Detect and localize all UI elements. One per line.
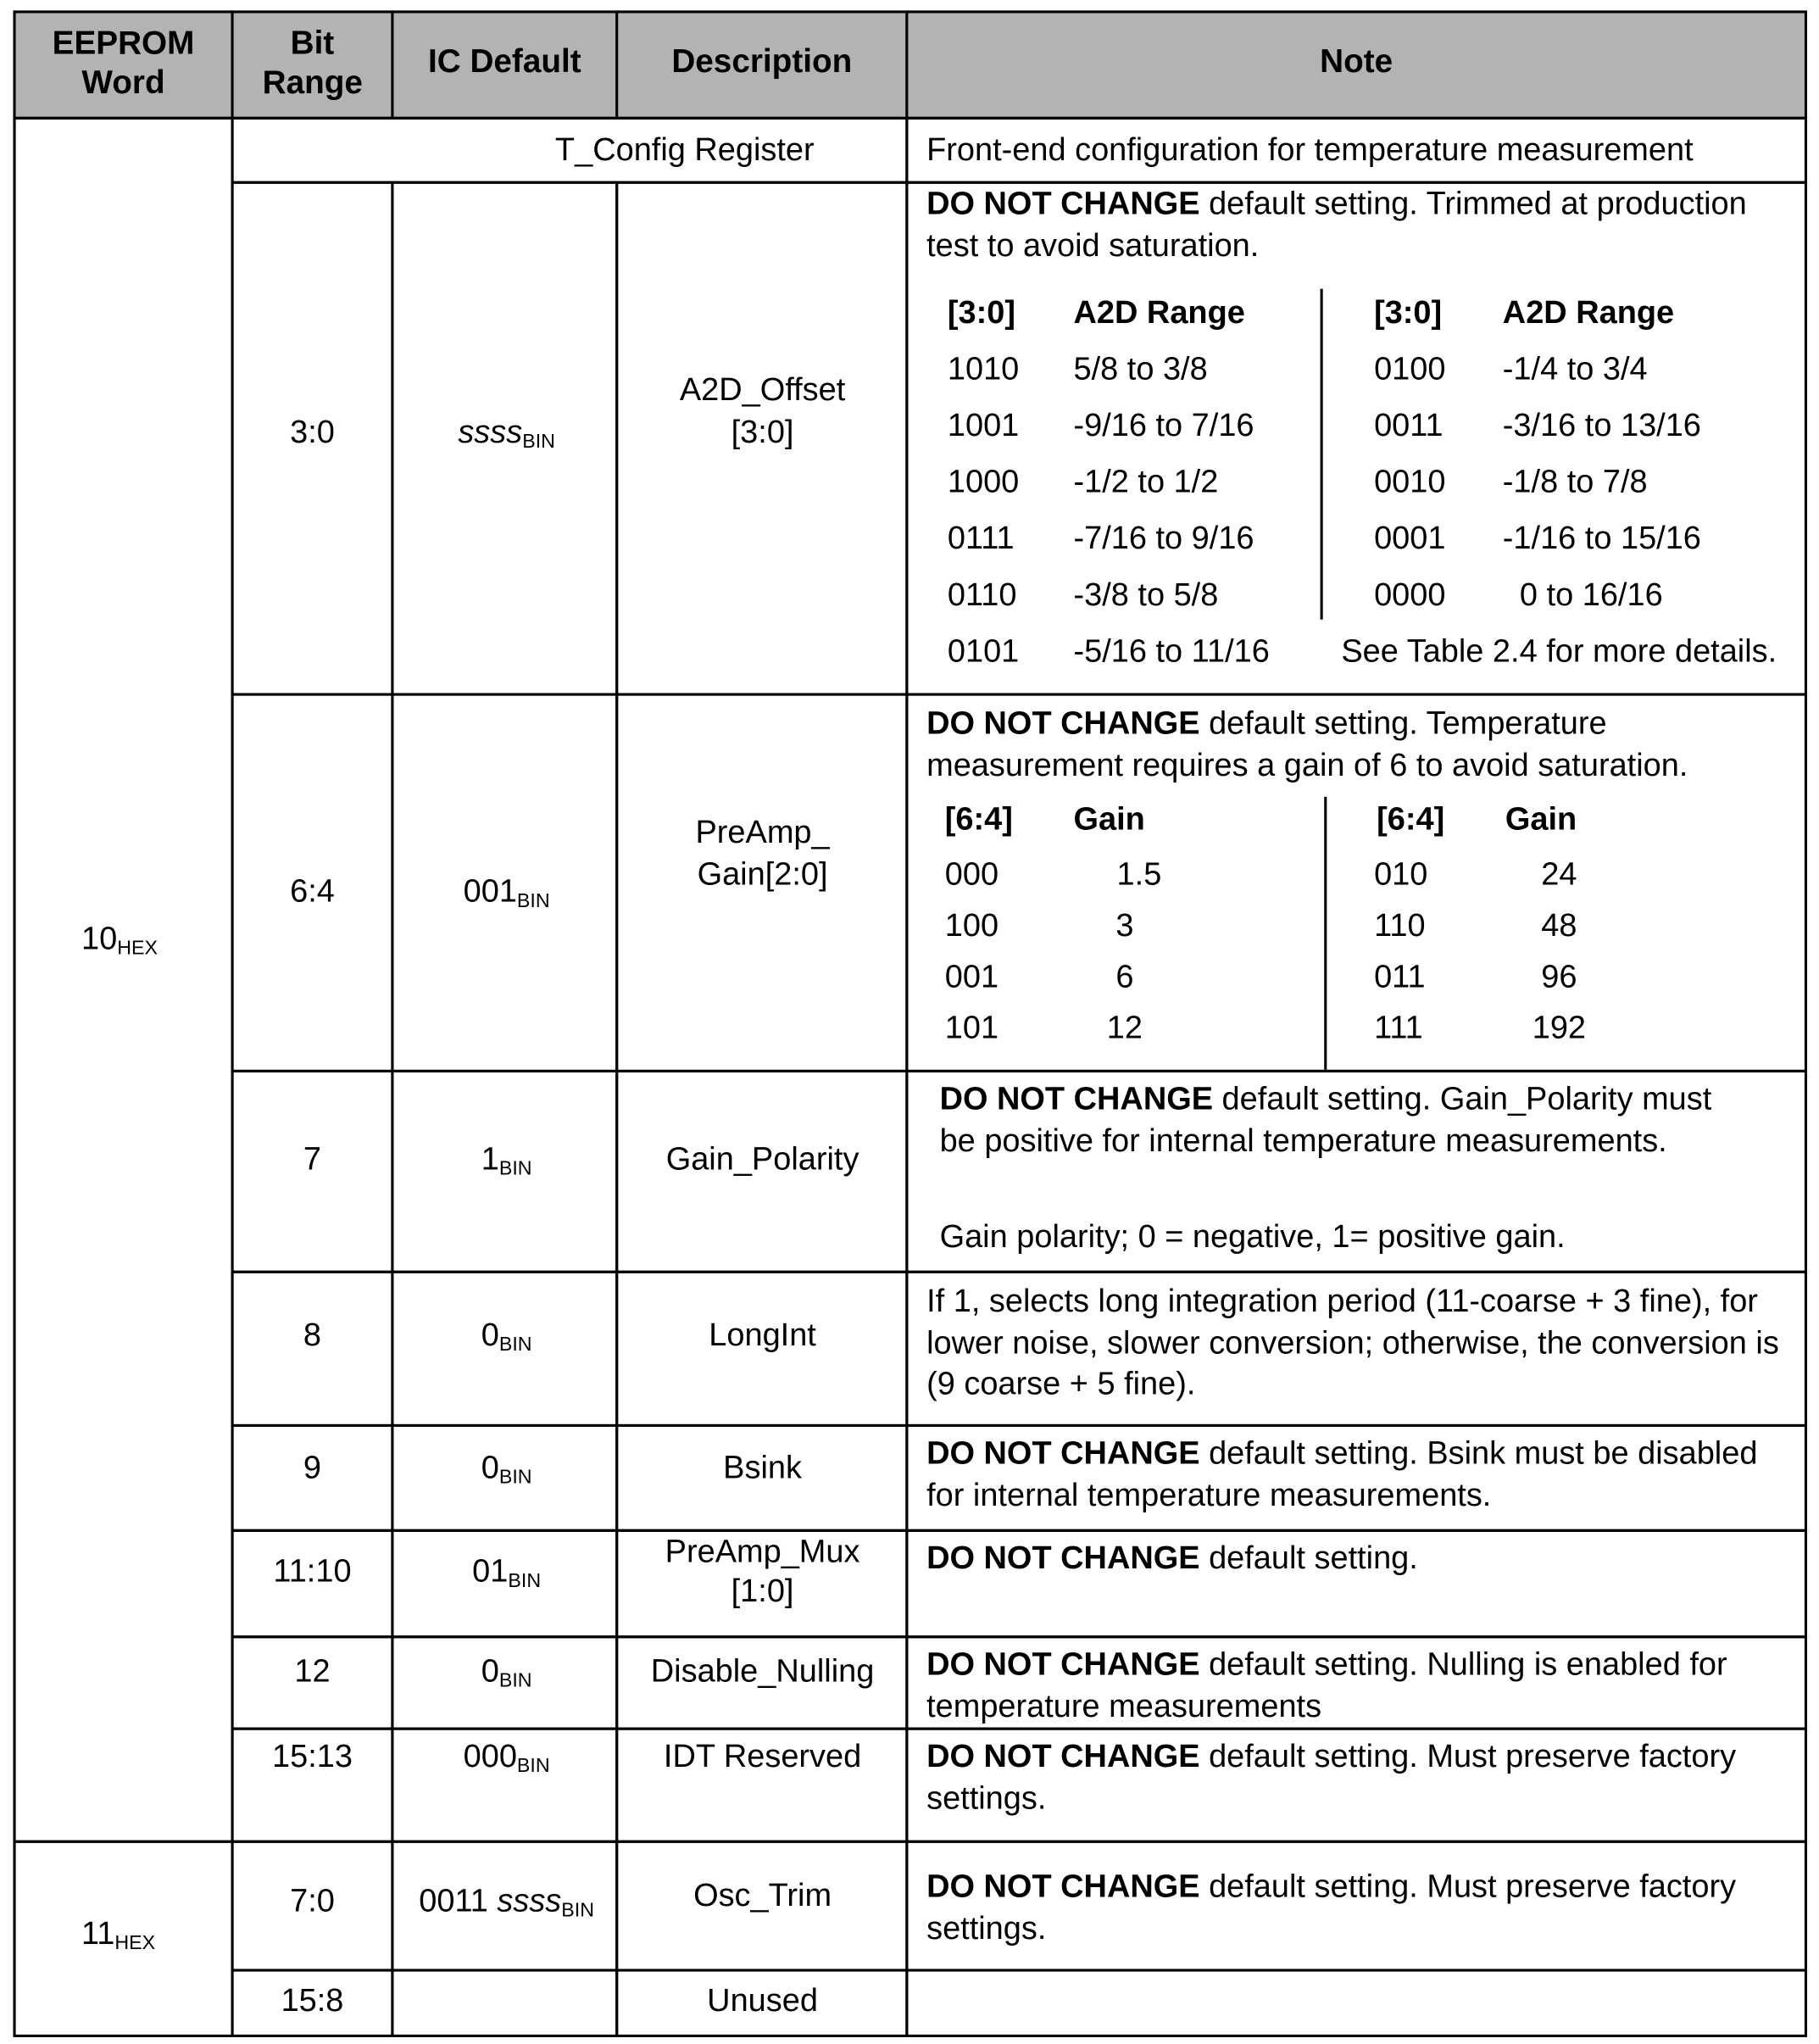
gain-value: 6 xyxy=(1115,959,1134,995)
gain-code: 001 xyxy=(944,959,999,995)
bit-range: 7:0 xyxy=(290,1883,335,1919)
note-text: DO NOT CHANGE default setting. Nulling is enabled for temperature measurements xyxy=(926,1647,1727,1724)
do-not-change-label: DO NOT CHANGE xyxy=(926,1540,1200,1577)
ic-default-cell xyxy=(391,1529,618,1639)
description: Unused xyxy=(707,1983,818,2019)
bit-range: 11:10 xyxy=(273,1554,352,1590)
note-text: DO NOT CHANGE default setting. Trimmed at production test to avoid saturation. xyxy=(926,186,1747,264)
gain-value: 96 xyxy=(1541,959,1577,995)
a2d-header-bits: [3:0] xyxy=(1374,295,1443,331)
note-cell xyxy=(905,1424,1807,1532)
description-cell xyxy=(615,1529,908,1639)
a2d-range: -1/16 to 15/16 xyxy=(1502,521,1701,557)
description: PreAmp_ xyxy=(695,815,830,851)
description-cell xyxy=(615,1070,908,1273)
bit-range: 9 xyxy=(303,1450,322,1486)
description: Gain_Polarity xyxy=(665,1142,859,1178)
a2d-code: 0100 xyxy=(1374,351,1446,387)
a2d-code: 0000 xyxy=(1374,577,1446,614)
a2d-range: -5/16 to 11/16 xyxy=(1073,633,1270,670)
bit-range-cell xyxy=(231,1635,394,1729)
description-cell xyxy=(615,1841,908,1972)
note-text: DO NOT CHANGE default setting. Must preserve factory settings. xyxy=(926,1869,1737,1947)
header-label: Note xyxy=(1320,43,1393,81)
bit-range-cell xyxy=(231,1969,394,2037)
ic-default-cell xyxy=(391,1271,618,1427)
a2d-range: -1/4 to 3/4 xyxy=(1502,351,1648,387)
header-note xyxy=(905,10,1807,120)
bit-range-cell xyxy=(231,1271,394,1427)
description-cell xyxy=(615,693,908,1072)
ic-default-value: $1_{BIN}$ xyxy=(481,1142,532,1180)
a2d-divider xyxy=(1321,289,1323,620)
a2d-code: 0001 xyxy=(1374,521,1446,557)
header-ic-default xyxy=(391,10,618,120)
bit-range-cell xyxy=(231,1070,394,1273)
header-label: IC Default xyxy=(427,43,581,81)
description-cell xyxy=(615,1635,908,1729)
note-cell xyxy=(905,1635,1807,1729)
description: Disable_Nulling xyxy=(650,1653,875,1690)
a2d-code: 1010 xyxy=(947,351,1020,387)
gain-value: 3 xyxy=(1115,908,1134,944)
ic-default-cell xyxy=(391,1424,618,1532)
a2d-range: -7/16 to 9/16 xyxy=(1073,521,1254,557)
do-not-change-label: DO NOT CHANGE xyxy=(926,1739,1200,1775)
a2d-code: 0110 xyxy=(947,577,1017,614)
note-text: If 1, selects long integration period (11-coarse + 3 fine), for lower noise, slower conversion; otherwise, the conversion is (9 coarse + 5 fine). xyxy=(926,1284,1779,1402)
header-label: Description xyxy=(671,43,853,81)
ic-default-cell xyxy=(391,1635,618,1729)
gain-value: 48 xyxy=(1541,908,1577,944)
description-cell xyxy=(615,1271,908,1427)
gain-divider xyxy=(1324,797,1327,1070)
a2d-code: 1001 xyxy=(947,408,1020,444)
bit-range: 6:4 xyxy=(290,874,335,910)
ic-default-value: $0_{BIN}$ xyxy=(481,1317,532,1356)
description: A2D_Offset xyxy=(679,372,846,409)
word-cell-11hex xyxy=(13,1841,233,2037)
gain-header-bits: [6:4] xyxy=(1377,802,1445,838)
description: IDT Reserved xyxy=(663,1739,862,1775)
header-eeprom-word xyxy=(13,10,233,120)
note-text-2: Gain polarity; 0 = negative, 1= positive gain. xyxy=(939,1219,1566,1256)
a2d-range: 0 to 16/16 xyxy=(1519,577,1663,614)
do-not-change-label: DO NOT CHANGE xyxy=(926,1647,1200,1683)
do-not-change-label: DO NOT CHANGE xyxy=(926,705,1200,742)
header-description xyxy=(615,10,908,120)
header-label: Bit Range xyxy=(262,25,363,102)
gain-value: 24 xyxy=(1541,857,1577,893)
description: PreAmp_Mux xyxy=(665,1534,860,1570)
a2d-code: 0111 xyxy=(947,521,1015,557)
gain-value: 12 xyxy=(1106,1011,1143,1046)
bit-range-cell xyxy=(231,1841,394,1972)
a2d-range: -1/2 to 1/2 xyxy=(1073,465,1219,500)
bit-range: 15:8 xyxy=(281,1983,344,2019)
a2d-range: -3/16 to 13/16 xyxy=(1502,408,1701,444)
gain-value: 192 xyxy=(1532,1011,1587,1046)
gain-value: 1.5 xyxy=(1116,857,1162,893)
ic-default-value: 0011 ssss$_{BIN}$ xyxy=(419,1883,595,1922)
description-cell xyxy=(615,1728,908,1843)
a2d-code: 0010 xyxy=(1374,465,1446,500)
ic-default-cell xyxy=(391,1969,618,2037)
a2d-code: 1000 xyxy=(947,465,1020,500)
a2d-code: 0101 xyxy=(947,633,1020,670)
bit-range: 12 xyxy=(294,1653,331,1690)
gain-code: 100 xyxy=(944,908,999,944)
header-label: EEPROM Word xyxy=(52,25,195,102)
a2d-range: -9/16 to 7/16 xyxy=(1073,408,1254,444)
note-cell xyxy=(905,1969,1807,2037)
a2d-header-bits: [3:0] xyxy=(947,295,1015,331)
note-text: DO NOT CHANGE default setting. Bsink must be disabled for internal temperature measurements. xyxy=(926,1435,1758,1513)
ic-default-cell xyxy=(391,1841,618,1972)
header-bit-range xyxy=(231,10,394,120)
gain-header-gain: Gain xyxy=(1505,802,1577,838)
gain-header-gain: Gain xyxy=(1073,802,1145,838)
a2d-code: 0011 xyxy=(1374,408,1444,444)
ic-default-cell xyxy=(391,181,618,696)
bit-range: 8 xyxy=(303,1317,322,1354)
description: Bsink xyxy=(723,1450,802,1486)
do-not-change-label: DO NOT CHANGE xyxy=(926,1869,1200,1905)
description-line2: [1:0] xyxy=(731,1573,794,1610)
gain-code: 110 xyxy=(1374,908,1426,944)
register-title-cell xyxy=(231,117,909,184)
word-cell-10hex xyxy=(13,117,233,1843)
ic-default-cell xyxy=(391,1728,618,1843)
bit-range-cell xyxy=(231,1529,394,1639)
ic-default-value: $001_{BIN}$ xyxy=(463,874,550,913)
note-text: DO NOT CHANGE default setting. xyxy=(926,1540,1418,1577)
gain-code: 010 xyxy=(1374,857,1428,893)
a2d-header-range: A2D Range xyxy=(1502,295,1675,331)
description: LongInt xyxy=(709,1317,816,1354)
note-text: DO NOT CHANGE default setting. Must preserve factory settings. xyxy=(926,1739,1737,1817)
note-cell xyxy=(905,1271,1807,1427)
gain-header-bits: [6:4] xyxy=(944,802,1013,838)
bit-range-cell xyxy=(231,693,394,1072)
a2d-range: -3/8 to 5/8 xyxy=(1073,577,1219,614)
a2d-footer: See Table 2.4 for more details. xyxy=(1341,633,1777,670)
bit-range-cell xyxy=(231,1728,394,1843)
note-cell xyxy=(905,693,1807,1072)
ic-default-cell xyxy=(391,1070,618,1273)
description-cell xyxy=(615,1424,908,1532)
note-cell xyxy=(905,1529,1807,1639)
note-text: DO NOT CHANGE default setting. Gain_Polarity must be positive for internal temperature measurements. xyxy=(939,1081,1712,1159)
bit-range: 7 xyxy=(303,1142,322,1178)
ic-default-value: $01_{BIN}$ xyxy=(472,1554,542,1593)
ic-default-value: $0_{BIN}$ xyxy=(481,1450,532,1489)
bit-range: 15:13 xyxy=(272,1739,353,1775)
gain-code: 000 xyxy=(944,857,999,893)
gain-code: 011 xyxy=(1374,959,1426,995)
do-not-change-label: DO NOT CHANGE xyxy=(939,1081,1214,1117)
a2d-range: -1/8 to 7/8 xyxy=(1502,465,1648,500)
note-text: DO NOT CHANGE default setting. Temperature measurement requires a gain of 6 to avoid saturation. xyxy=(926,705,1688,783)
description-cell xyxy=(615,181,908,696)
register-note-cell xyxy=(905,117,1807,184)
note-cell xyxy=(905,1841,1807,1972)
ic-default-value: $000_{BIN}$ xyxy=(463,1739,550,1778)
register-title: T_Config Register xyxy=(554,132,815,169)
description-cell xyxy=(615,1969,908,2037)
note-cell xyxy=(905,1728,1807,1843)
description-line2: Gain[2:0] xyxy=(697,857,828,893)
bit-range: 3:0 xyxy=(290,415,335,451)
do-not-change-label: DO NOT CHANGE xyxy=(926,1435,1200,1472)
gain-code: 111 xyxy=(1374,1011,1423,1046)
ic-default-cell xyxy=(391,693,618,1072)
word-value: $11_{HEX}$ xyxy=(81,1916,156,1955)
ic-default-value: $0_{BIN}$ xyxy=(481,1653,532,1692)
description: Osc_Trim xyxy=(693,1878,832,1914)
note-cell xyxy=(905,1070,1807,1273)
description-line2: [3:0] xyxy=(731,415,794,451)
gain-code: 101 xyxy=(944,1011,999,1046)
bit-range-cell xyxy=(231,1424,394,1532)
ic-default-value: ssss$_{BIN}$ xyxy=(458,415,555,454)
do-not-change-label: DO NOT CHANGE xyxy=(926,186,1200,222)
a2d-header-range: A2D Range xyxy=(1073,295,1245,331)
bit-range-cell xyxy=(231,181,394,696)
register-note: Front-end configuration for temperature measurement xyxy=(926,132,1694,169)
word-value: $10_{HEX}$ xyxy=(81,921,158,960)
a2d-range: 5/8 to 3/8 xyxy=(1073,351,1208,387)
